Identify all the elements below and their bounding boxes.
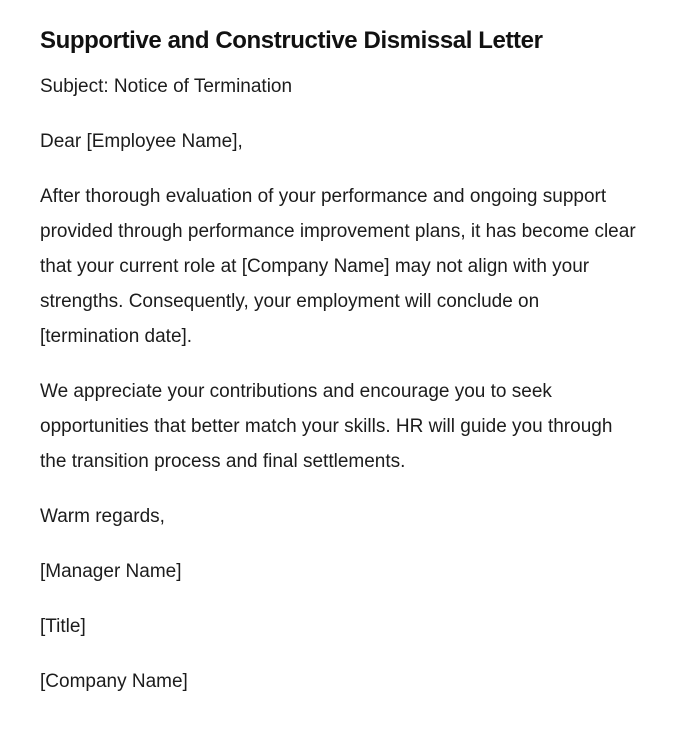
signature-title: [Title] [40,616,86,637]
signature-company: [Company Name] [40,671,188,692]
letter-document [40,24,640,719]
letter-body-paragraph-1: After thorough evaluation of your performance and ongoing support provided through performance improvement plans, it has become clear that your current role at [Company Name] may not align with your strengths. Consequently, your employment will conclude on [termination date]. [40,186,636,347]
letter-closing: Warm regards, [40,506,165,527]
letter-title: Supportive and Constructive Dismissal Letter [40,27,543,54]
letter-subject: Subject: Notice of Termination [40,76,293,97]
letter-salutation: Dear [Employee Name], [40,131,243,152]
letter-body-paragraph-2: We appreciate your contributions and encourage you to seek opportunities that better match your skills. HR will guide you through the transition process and final settlements. [40,381,613,472]
signature-name: [Manager Name] [40,561,182,582]
